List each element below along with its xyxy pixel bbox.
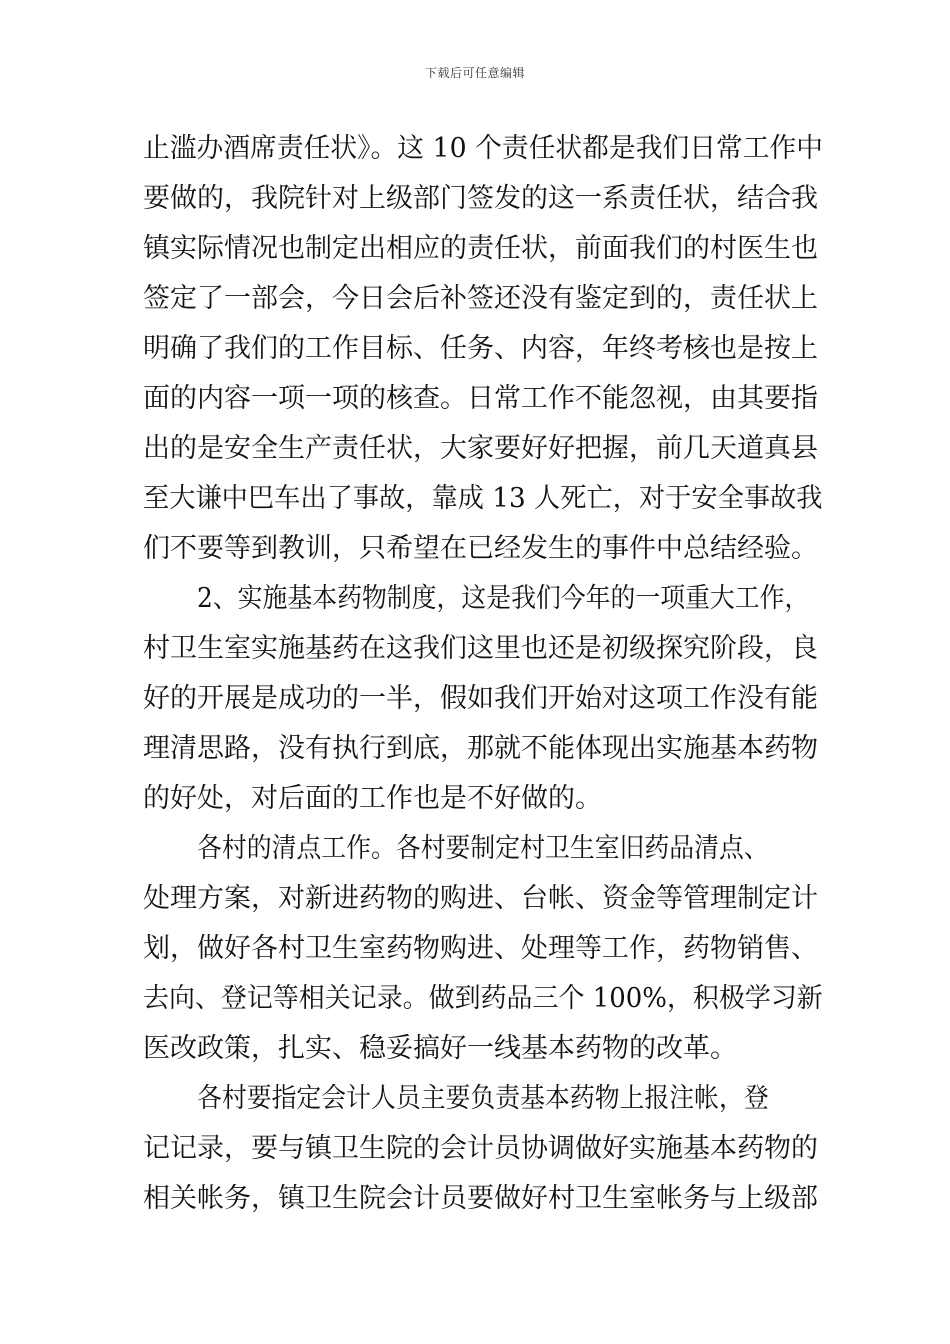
- paragraph-first-line: 各村要指定会计人员主要负责基本药物上报注帐，登: [197, 1083, 769, 1114]
- text-line: 的好处，对后面的工作也是不好做的。: [143, 783, 602, 814]
- text-line: 好的开展是成功的一半，假如我们开始对这项工作没有能: [143, 683, 818, 714]
- text-line: 明确了我们的工作目标、任务、内容，年终考核也是按上: [143, 333, 818, 364]
- paragraph-first-line: 各村的清点工作。各村要制定村卫生室旧药品清点、: [197, 833, 769, 864]
- text-line: 签定了一部会，今日会后补签还没有鉴定到的，责任状上: [143, 283, 818, 314]
- text-line: 划，做好各村卫生室药物购进、处理等工作，药物销售、: [143, 933, 818, 964]
- text-line: 记记录，要与镇卫生院的会计员协调做好实施基本药物的: [143, 1133, 818, 1164]
- text-line: 村卫生室实施基药在这我们这里也还是初级探究阶段，良: [143, 633, 818, 664]
- text-line: 出的是安全生产责任状，大家要好好把握，前几天道真县: [143, 433, 818, 464]
- text-line: 理清思路，没有执行到底，那就不能体现出实施基本药物: [143, 733, 818, 764]
- page-header: 下载后可任意编辑: [424, 66, 525, 80]
- text-line: 医改政策，扎实、稳妥搞好一线基本药物的改革。: [143, 1033, 737, 1064]
- text-line: 面的内容一项一项的核查。日常工作不能忽视，由其要指: [143, 383, 818, 414]
- paragraph-first-line: 2、实施基本药物制度，这是我们今年的一项重大工作，: [197, 583, 810, 614]
- text-line: 处理方案，对新进药物的购进、台帐、资金等管理制定计: [143, 883, 818, 914]
- text-line: 要做的，我院针对上级部门签发的这一系责任状，结合我: [143, 183, 818, 214]
- text-line: 去向、登记等相关记录。做到药品三个 100%，积极学习新: [143, 983, 823, 1014]
- text-line: 至大谦中巴车出了事故，靠成 13 人死亡，对于安全事故我: [143, 483, 823, 514]
- text-line: 相关帐务，镇卫生院会计员要做好村卫生室帐务与上级部: [143, 1183, 818, 1214]
- text-line: 镇实际情况也制定出相应的责任状，前面我们的村医生也: [143, 233, 818, 264]
- text-line: 们不要等到教训，只希望在已经发生的事件中总结经验。: [143, 533, 818, 564]
- text-line: 止滥办酒席责任状》。这 10 个责任状都是我们日常工作中: [143, 133, 824, 164]
